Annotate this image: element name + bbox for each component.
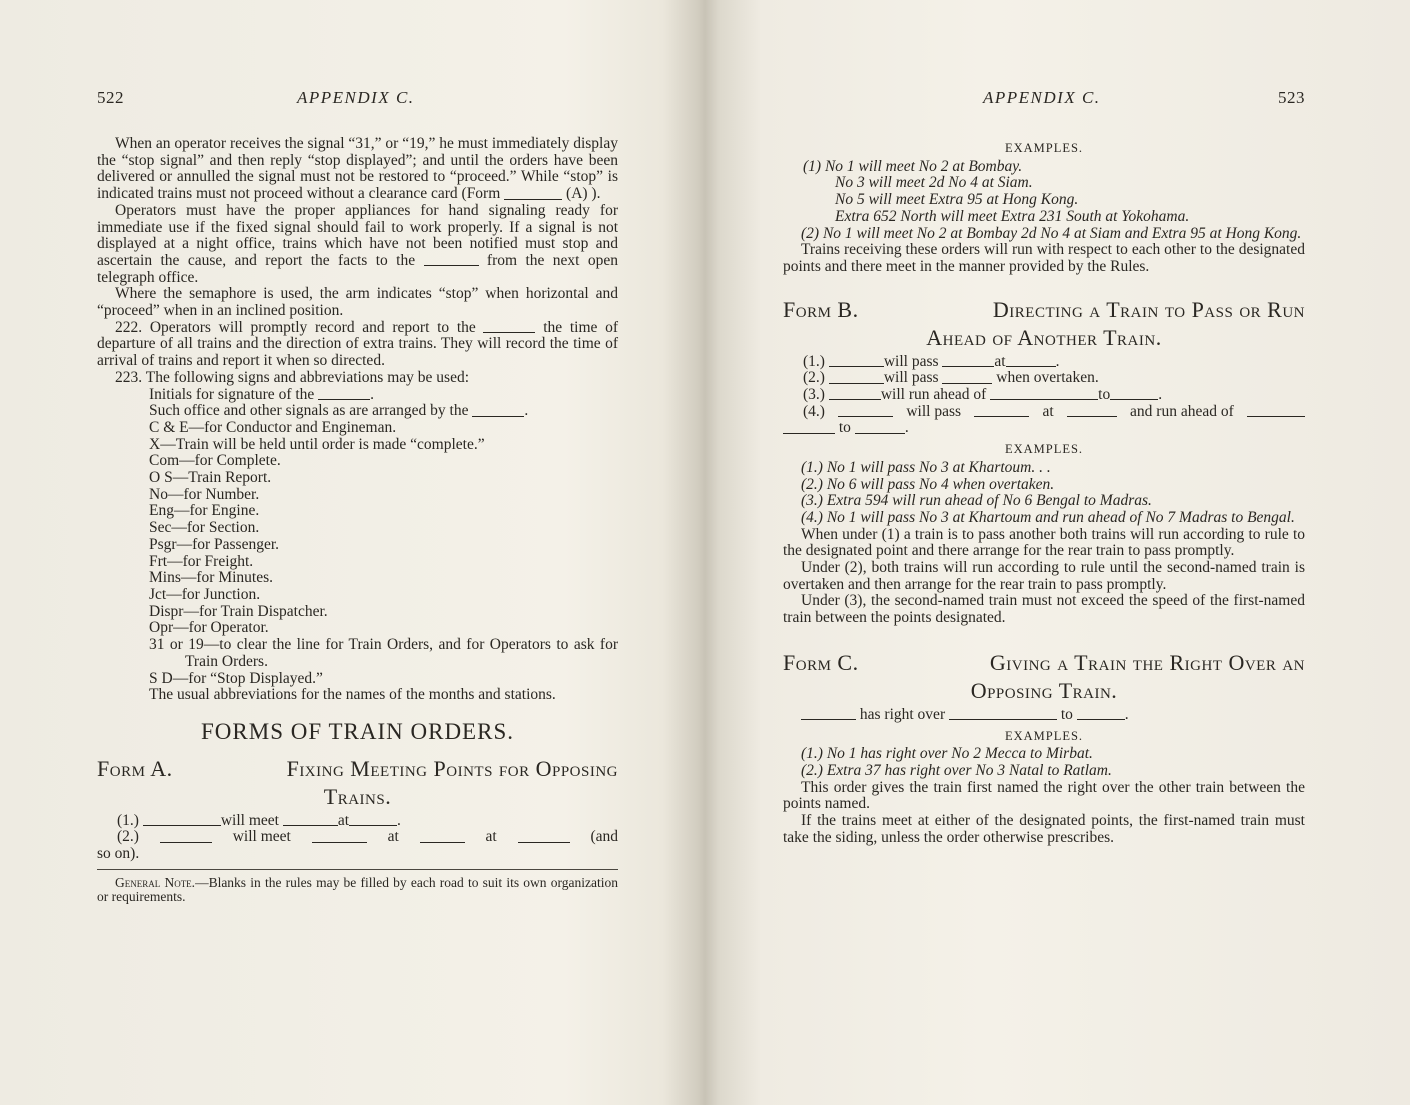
example-a-1: (1) No 1 will meet No 2 at Bombay. <box>803 157 1023 175</box>
form-a-title: Fixing Meeting Points for Opposing <box>286 755 618 781</box>
right-header-title: APPENDIX C. <box>983 88 1101 107</box>
form-b-line-3: (3.) will run ahead of to . <box>803 386 1163 404</box>
form-c-examples <box>783 746 1305 779</box>
form-a-line-2: (2.) will meet at at (and <box>117 828 618 846</box>
form-b-examples <box>783 460 1305 527</box>
form-b-example: (2.) No 6 will pass No 4 when overtaken. <box>801 475 1055 493</box>
form-b-label: Form B. <box>783 296 859 322</box>
abbreviation-list <box>97 420 618 637</box>
form-c-title: Giving a Train the Right Over an <box>989 649 1305 675</box>
form-c-example: (2.) Extra 37 has right over No 3 Natal to Ratlam. <box>801 761 1112 779</box>
abbreviation-item: Opr—for Operator. <box>149 619 269 637</box>
paragraph-under-3: Under (3), the second-named train must not exceed the speed of the first-named train between the points designated. <box>783 592 1305 627</box>
abbr-sd: S D—for “Stop Displayed.” <box>149 669 323 687</box>
general-note <box>97 869 618 904</box>
abbreviation-item: Frt—for Freight. <box>149 552 254 570</box>
abbreviation-item: Eng—for Engine. <box>149 502 260 520</box>
abbreviation-item: O S—Train Report. <box>149 469 272 487</box>
abbreviation-item: Sec—for Section. <box>149 519 260 537</box>
examples-heading-c: EXAMPLES. <box>1004 728 1084 743</box>
abbr-office: Such office and other signals as are arranged by the . <box>149 402 529 420</box>
examples-heading-b: EXAMPLES. <box>1004 442 1084 457</box>
form-b-heading <box>783 296 1305 324</box>
abbreviation-item: No—for Number. <box>149 485 260 503</box>
form-a-title-cont: Trains. <box>323 783 392 809</box>
form-c-example: (1.) No 1 has right over No 2 Mecca to Mirbat. <box>801 745 1093 763</box>
form-c-line: has right over to . <box>783 707 1305 724</box>
form-b-line-4-end: to . <box>783 420 1305 437</box>
abbreviation-item: Dispr—for Train Dispatcher. <box>149 602 328 620</box>
forms-title: FORMS OF TRAIN ORDERS. <box>201 718 514 744</box>
left-text-column <box>97 136 618 904</box>
paragraph-signal: When an operator receives the signal “31,” or “19,” he must immediately display the “stop signal” and then reply “stop displayed”; and until the orders have been delivered or annulled the signal must not be restored to “proceed.” While “stop” is indicated trains must not proceed without a clearance card (Form (A) ). <box>97 135 618 203</box>
example-a-1d: Extra 652 North will meet Extra 231 South at Yokohama. <box>835 207 1190 225</box>
paragraph-form-c-1: This order gives the train first named the right over the other train between the points named. <box>783 778 1305 813</box>
form-b-example: (3.) Extra 594 will run ahead of No 6 Bengal to Madras. <box>801 492 1152 510</box>
paragraph-appliances: Operators must have the proper appliances for hand signaling ready for immediate use if the fixed signal should fail to work properly. If a signal is not displayed at a night office, trains which have not been notified must stop and ascertain the cause, and report the facts to the from the next open telegraph office. <box>97 201 619 286</box>
paragraph-form-c-2: If the trains meet at either of the designated points, the first-named train must take the siding, unless the order otherwise prescribes. <box>783 812 1305 846</box>
form-b-line-4: (4.) will pass at and run ahead of <box>783 404 1305 421</box>
form-b-example: (4.) No 1 will pass No 3 at Khartoum and run ahead of No 7 Madras to Bengal. <box>801 508 1295 526</box>
left-header-title: APPENDIX C. <box>297 88 415 107</box>
form-b-title: Directing a Train to Pass or Run <box>992 296 1305 322</box>
abbr-initials: Initials for signature of the . <box>149 385 375 403</box>
general-note-label: General Note. <box>115 874 196 890</box>
right-page <box>705 0 1410 1105</box>
example-a-2: (2) No 1 will meet No 2 at Bombay 2d No 4 at Siam and Extra 95 at Hong Kong. <box>801 224 1302 242</box>
examples-heading-a: EXAMPLES. <box>1004 141 1084 155</box>
paragraph-222: 222. Operators will promptly record and report to the the time of departure of all trains and the direction of extra trains. They will record the time of arrival of trains and report it when so directed. <box>97 318 618 370</box>
paragraph-trains: Trains receiving these orders will run with respect to each other to the designated points and there meet in the manner provided by the Rules. <box>783 241 1305 275</box>
abbr-31: 31 or 19—to clear the line for Train Orders, and for Operators to ask for Train Orders. <box>149 636 618 670</box>
abbreviation-item: Jct—for Junction. <box>149 585 261 603</box>
form-a-line-2-end: so on). <box>97 845 140 863</box>
left-page-number: 522 <box>97 88 124 107</box>
paragraph-semaphore: Where the semaphore is used, the arm indicates “stop” when horizontal and “proceed” when in an inclined position. <box>97 285 618 320</box>
abbreviation-item: Mins—for Minutes. <box>149 569 273 587</box>
form-c-title-cont: Opposing Train. <box>970 677 1118 703</box>
abbreviation-item: Com—for Complete. <box>149 452 281 470</box>
form-b-example: (1.) No 1 will pass No 3 at Khartoum. . . <box>801 458 1051 476</box>
abbreviation-item: Psgr—for Passenger. <box>149 535 280 553</box>
form-b-title-cont: Ahead of Another Train. <box>926 324 1162 350</box>
abbreviation-item: C & E—for Conductor and Engineman. <box>149 418 397 436</box>
right-page-number: 523 <box>1278 88 1305 107</box>
form-a-heading <box>97 755 618 783</box>
paragraph-under-1: When under (1) a train is to pass another both trains will run according to rule to the designated point and there arrange for the rear train to pass promptly. <box>783 525 1305 560</box>
paragraph-223: 223. The following signs and abbreviations may be used: <box>115 368 470 386</box>
form-b-line-2: (2.) will pass when overtaken. <box>803 369 1099 387</box>
example-a-1c: No 5 will meet Extra 95 at Hong Kong. <box>835 191 1079 209</box>
paragraph-under-2: Under (2), both trains will run according to rule until the second-named train is overtaken and then arrange for the rear train to pass promptly. <box>783 559 1305 593</box>
form-a-label: Form A. <box>97 755 173 781</box>
form-c-heading <box>783 649 1305 677</box>
general-note-text: —Blanks in the rules may be filled by each road to suit its own organization or requirements. <box>97 874 618 904</box>
abbr-usual: The usual abbreviations for the names of the months and stations. <box>149 686 556 704</box>
abbreviation-item: X—Train will be held until order is made “complete.” <box>149 435 485 453</box>
form-c-label: Form C. <box>783 649 859 675</box>
right-text-column <box>783 136 1305 847</box>
form-a-line-1: (1.) will meet at . <box>117 811 401 829</box>
example-a-1b: No 3 will meet 2d No 4 at Siam. <box>835 174 1033 192</box>
form-b-line-1: (1.) will pass at . <box>803 352 1060 370</box>
